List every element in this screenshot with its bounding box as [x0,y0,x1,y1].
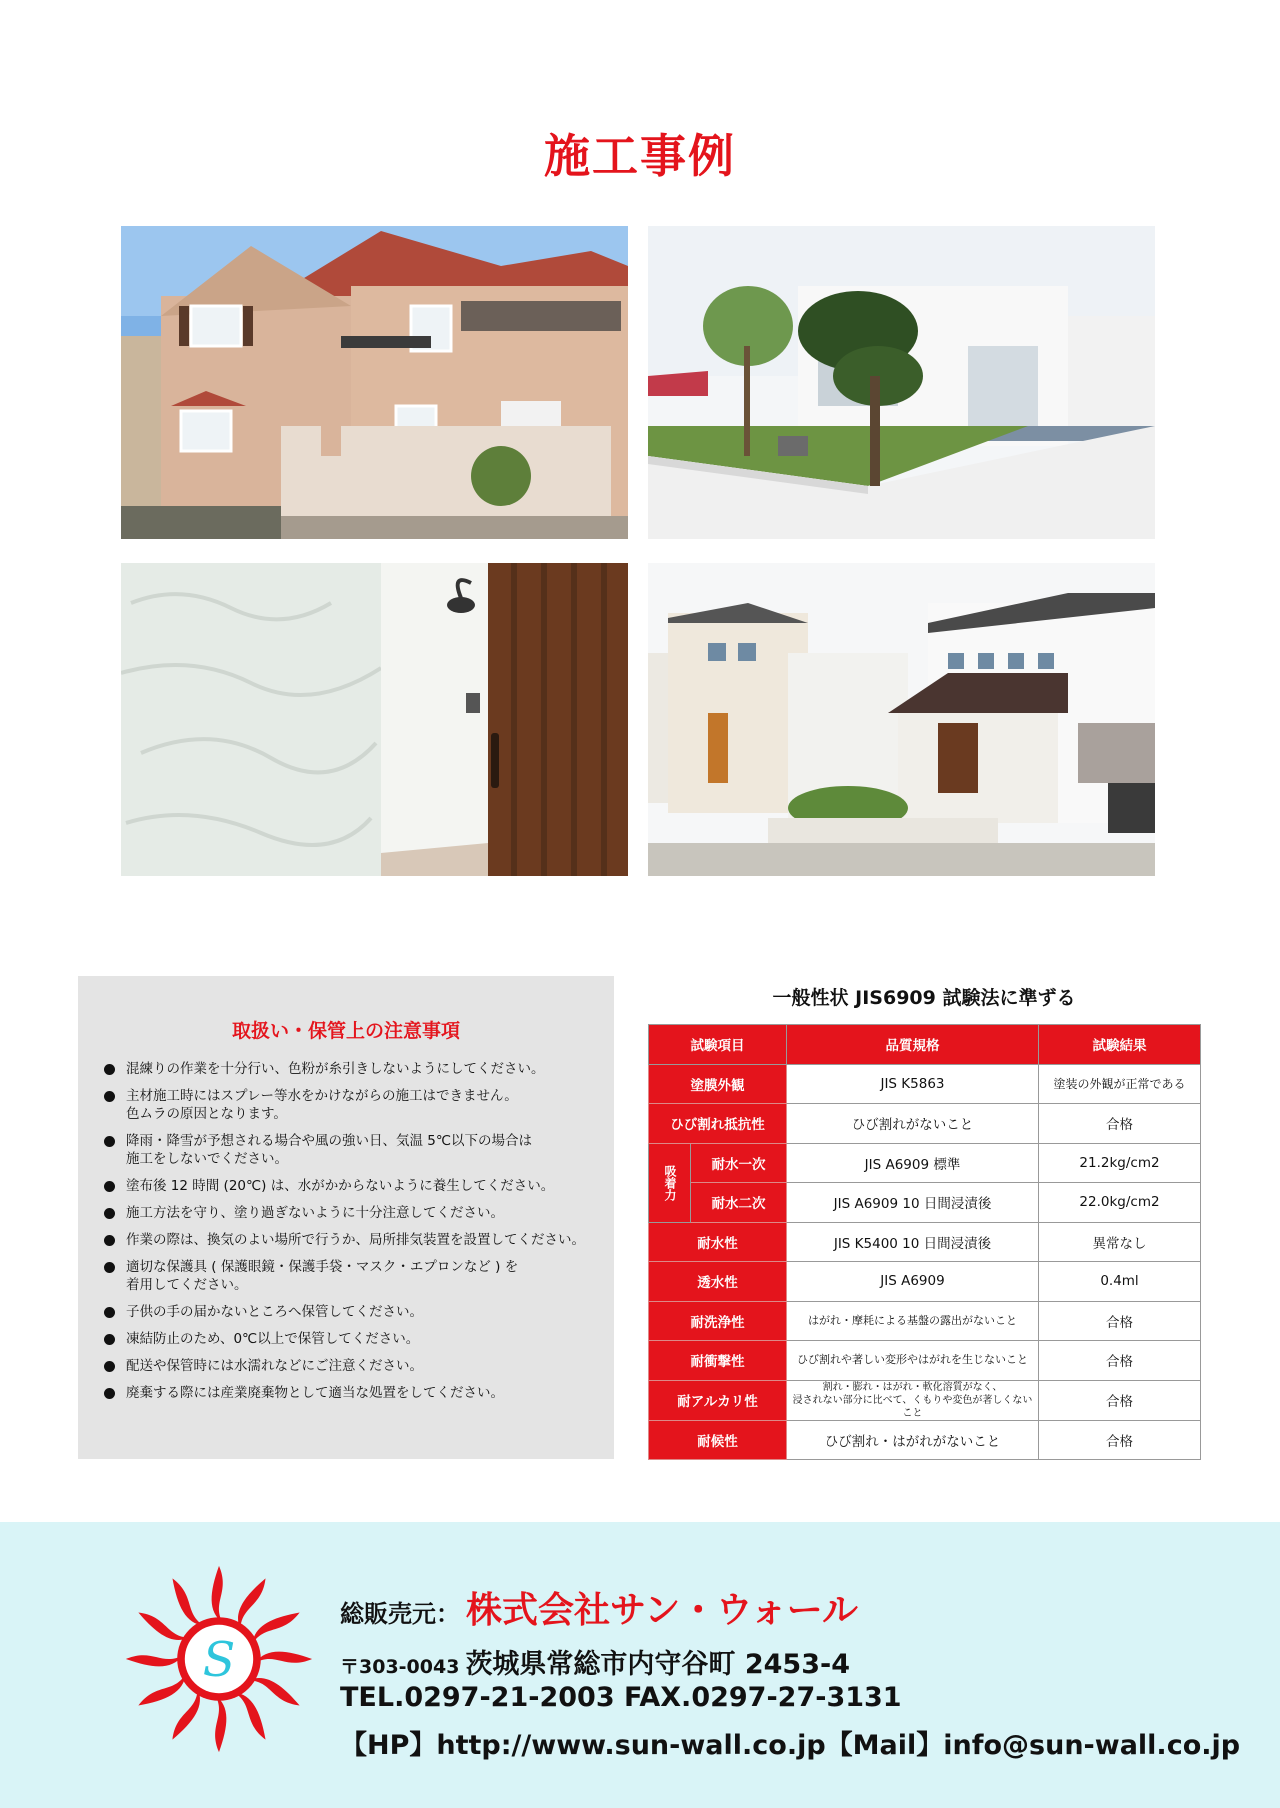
table-row [649,1380,1201,1420]
header-standard: 品質規格 [787,1025,1039,1065]
row-standard: ひび割れがないこと [787,1104,1039,1144]
list-item-text: 降雨・降雪が予想される場合や風の強い日、気温 5℃以下の場合は 施工をしないでください。 [126,1133,533,1167]
row-result: 22.0kg/cm2 [1039,1183,1201,1223]
table-header-row [649,1025,1201,1065]
list-item-text: 適切な保護具 ( 保護眼鏡・保護手袋・マスク・エプロンなど ) を 着用してください。 [126,1259,519,1293]
svg-text:S: S [202,1633,236,1689]
page-title: 施工事例 [544,129,736,183]
list-item [102,1357,602,1375]
table-row [649,1301,1201,1341]
footer-contact [0,1522,1280,1808]
list-item [102,1132,602,1168]
row-result: 異常なし [1039,1222,1201,1262]
list-item [102,1258,602,1294]
row-standard: ひび割れ・はがれがないこと [787,1420,1039,1460]
spec-table [648,1024,1201,1460]
row-standard: ひび割れや著しい変形やはがれを生じないこと [787,1341,1039,1381]
row-item: 耐水一次 [691,1143,787,1183]
list-item-text: 作業の際は、換気のよい場所で行うか、局所排気装置を設置してください。 [126,1232,585,1248]
list-item-text: 配送や保管時には水濡れなどにご注意ください。 [126,1358,423,1374]
bullet-icon [104,1388,115,1399]
row-result: 合格 [1039,1104,1201,1144]
list-item-text: 凍結防止のため、0℃以上で保管してください。 [126,1331,420,1347]
row-result: 21.2kg/cm2 [1039,1143,1201,1183]
bullet-icon [104,1361,115,1372]
list-item [102,1330,602,1348]
row-standard: JIS A6909 10 日間浸漬後 [787,1183,1039,1223]
table-row [649,1064,1201,1104]
row-item: ひび割れ抵抗性 [649,1104,787,1144]
table-row [649,1143,1201,1183]
row-standard: JIS A6909 [787,1262,1039,1302]
row-result: 合格 [1039,1420,1201,1460]
caution-panel [78,976,614,1459]
address-line [340,1642,850,1681]
bullet-icon [104,1064,115,1075]
bullet-icon [104,1181,115,1192]
row-standard: はがれ・摩耗による基盤の露出がないこと [787,1301,1039,1341]
company-name: 株式会社サン・ウォール [466,1590,859,1631]
table-row [649,1222,1201,1262]
list-item [102,1204,602,1222]
postal-code: 〒303-0043 [340,1656,460,1678]
list-item-text: 主材施工時にはスプレー等水をかけながらの施工はできません。 色ムラの原因となります。 [126,1088,518,1122]
row-result: 合格 [1039,1301,1201,1341]
table-row [649,1104,1201,1144]
row-item: 透水性 [649,1262,787,1302]
web-mail-links[interactable]: 【HP】http://www.sun-wall.co.jp【Mail】info@sun-wall.co.jp [340,1730,1241,1761]
list-item-text: 施工方法を守り、塗り過ぎないように十分注意してください。 [126,1205,504,1221]
row-item: 耐水性 [649,1222,787,1262]
phone-fax: TEL.0297-21-2003 FAX.0297-27-3131 [340,1682,902,1713]
caution-list [102,1060,602,1411]
distributor-line [340,1582,858,1633]
caution-title: 取扱い・保管上の注意事項 [231,1020,460,1042]
sun-logo-icon [124,1564,314,1754]
list-item [102,1060,602,1078]
list-item-text: 子供の手の届かないところへ保管してください。 [126,1304,423,1320]
row-item: 耐衝撃性 [649,1341,787,1381]
header-test-item: 試験項目 [649,1025,787,1065]
bullet-icon [104,1136,115,1147]
photo-white-house-garden [648,226,1155,539]
bullet-icon [104,1208,115,1219]
distributor-label: 総販売元： [340,1600,460,1628]
list-item-text: 塗布後 12 時間 (20℃) は、水がかからないように養生してください。 [126,1178,555,1194]
photo-beige-house [121,226,628,539]
row-standard: JIS K5400 10 日間浸漬後 [787,1222,1039,1262]
row-item: 塗膜外観 [649,1064,787,1104]
bullet-icon [104,1307,115,1318]
list-item [102,1087,602,1123]
row-item: 耐洗浄性 [649,1301,787,1341]
list-item [102,1384,602,1402]
row-result: 塗装の外観が正常である [1039,1064,1201,1104]
table-row [649,1420,1201,1460]
list-item [102,1177,602,1195]
table-row [649,1341,1201,1381]
row-standard: 割れ・膨れ・はがれ・軟化溶質がなく、 浸されない部分に比べて、くもりや変色が著しくないこと [787,1380,1039,1420]
bullet-icon [104,1334,115,1345]
row-item: 耐候性 [649,1420,787,1460]
photo-modern-houses [648,563,1155,876]
row-standard: JIS K5863 [787,1064,1039,1104]
spec-title: 一般性状 JIS6909 試験法に準ずる [772,987,1076,1009]
table-row [649,1262,1201,1302]
row-item: 耐アルカリ性 [649,1380,787,1420]
table-row [649,1183,1201,1223]
bullet-icon [104,1262,115,1273]
address: 茨城県常総市内守谷町 2453-4 [465,1649,850,1680]
photo-wall-texture-door [121,563,628,876]
list-item [102,1303,602,1321]
row-standard: JIS A6909 標準 [787,1143,1039,1183]
list-item [102,1231,602,1249]
list-item-text: 混練りの作業を十分行い、色粉が糸引きしないようにしてください。 [126,1061,545,1077]
group-label-adhesion: 吸着力 [649,1143,691,1222]
row-result: 合格 [1039,1380,1201,1420]
row-item: 耐水二次 [691,1183,787,1223]
header-result: 試験結果 [1039,1025,1201,1065]
row-result: 0.4ml [1039,1262,1201,1302]
bullet-icon [104,1235,115,1246]
list-item-text: 廃棄する際には産業廃棄物として適当な処置をしてください。 [126,1385,504,1401]
row-result: 合格 [1039,1341,1201,1381]
bullet-icon [104,1091,115,1102]
